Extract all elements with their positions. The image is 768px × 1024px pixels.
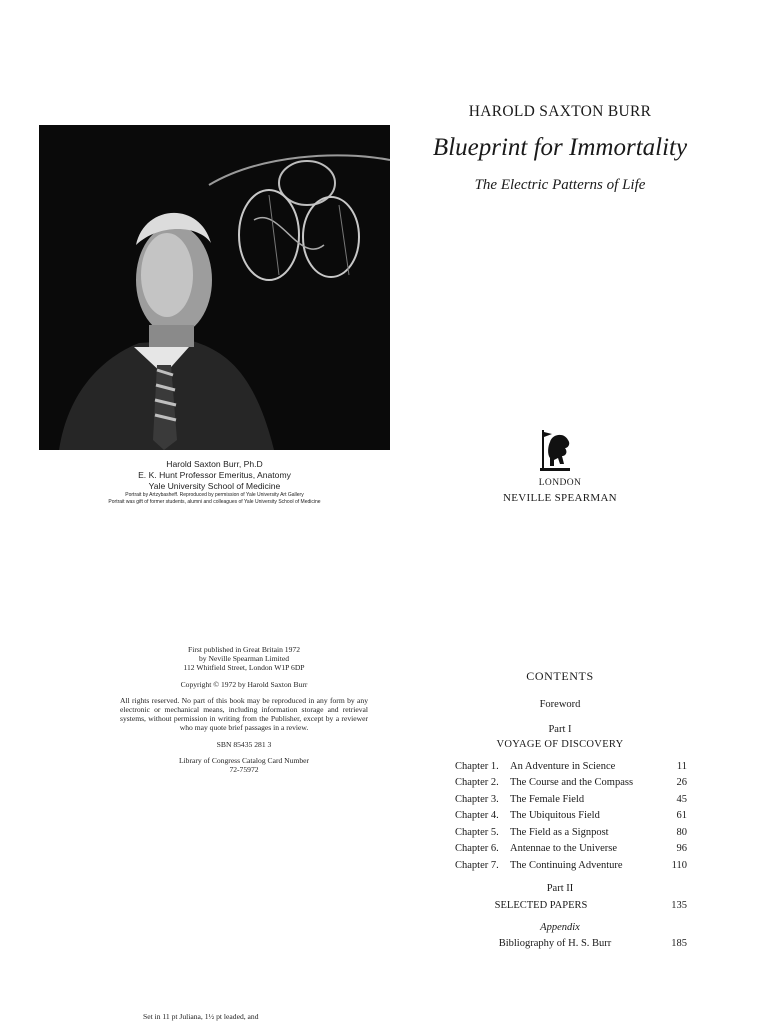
chapter-title: The Course and the Compass bbox=[510, 777, 634, 788]
toc-bibliography[interactable] bbox=[455, 938, 687, 952]
portrait-caption bbox=[39, 458, 390, 506]
chapter-page: 26 bbox=[676, 777, 687, 788]
caption-credit-1: Portrait by Artzybasheff. Reproduced by permission of Yale University Art Gallery bbox=[125, 492, 304, 498]
caption-institution: Yale University School of Medicine bbox=[148, 481, 281, 491]
chapter-title: Antennae to the Universe bbox=[510, 843, 618, 854]
chapter-page: 45 bbox=[676, 794, 687, 805]
publication-line-3: 112 Whitfield Street, London W1P 6DP bbox=[183, 663, 305, 673]
publisher-city: LONDON bbox=[538, 478, 582, 488]
toc-foreword[interactable]: Foreword bbox=[539, 699, 581, 710]
toc-chapter-6[interactable] bbox=[455, 843, 687, 857]
chapter-label: Chapter 1. bbox=[455, 761, 499, 772]
part-2-page: 135 bbox=[671, 900, 687, 911]
loc-number: 72-75972 bbox=[229, 765, 259, 775]
chapter-page: 110 bbox=[671, 860, 687, 871]
chapter-label: Chapter 3. bbox=[455, 794, 499, 805]
chapter-title: An Adventure in Science bbox=[510, 761, 616, 772]
chapter-label: Chapter 5. bbox=[455, 827, 499, 838]
toc-selected-papers[interactable] bbox=[455, 900, 687, 914]
chapter-title: The Ubiquitous Field bbox=[510, 810, 600, 821]
publisher-name: NEVILLE SPEARMAN bbox=[503, 492, 617, 504]
chapter-page: 11 bbox=[676, 761, 687, 772]
chapter-title: The Field as a Signpost bbox=[510, 827, 609, 838]
caption-title: E. K. Hunt Professor Emeritus, Anatomy bbox=[138, 470, 291, 480]
loc-label: Library of Congress Catalog Card Number bbox=[178, 755, 310, 765]
chapter-label: Chapter 4. bbox=[455, 810, 499, 821]
chapter-title: The Continuing Adventure bbox=[510, 860, 623, 871]
caption-credit-2: Portrait was gift of former students, alumni and colleagues of Yale University School of Medicine bbox=[108, 499, 321, 505]
bibliography-title: Bibliography of H. S. Burr bbox=[498, 938, 612, 949]
sbn-number: SBN 85435 281 3 bbox=[216, 739, 272, 749]
bibliography-page: 185 bbox=[671, 938, 687, 949]
publication-line-2: by Neville Spearman Limited bbox=[198, 654, 290, 664]
book-subtitle: The Electric Patterns of Life bbox=[474, 177, 646, 193]
author-name: HAROLD SAXTON BURR bbox=[468, 103, 652, 120]
chapter-label: Chapter 6. bbox=[455, 843, 499, 854]
part-1-label: Part I bbox=[548, 724, 572, 735]
chapter-label: Chapter 2. bbox=[455, 777, 499, 788]
appendix-label: Appendix bbox=[540, 922, 580, 933]
chapter-page: 61 bbox=[676, 810, 687, 821]
publisher-lion-logo bbox=[538, 428, 574, 472]
chapter-title: The Female Field bbox=[510, 794, 585, 805]
toc-chapter-3[interactable] bbox=[455, 794, 687, 808]
toc-chapter-4[interactable] bbox=[455, 810, 687, 824]
toc-chapter-1[interactable] bbox=[455, 761, 687, 775]
portrait-image bbox=[39, 125, 390, 450]
toc-chapter-2[interactable] bbox=[455, 777, 687, 791]
toc-chapter-7[interactable] bbox=[455, 860, 687, 874]
typesetting-note: Set in 11 pt Juliana, 1½ pt leaded, and bbox=[143, 1012, 259, 1021]
colophon bbox=[120, 645, 368, 774]
chapter-label: Chapter 7. bbox=[455, 860, 499, 871]
author-portrait bbox=[39, 125, 390, 450]
lion-icon bbox=[538, 428, 574, 472]
part-2-label: Part II bbox=[546, 883, 574, 894]
part-1-title: VOYAGE OF DISCOVERY bbox=[496, 739, 624, 750]
publication-line-1: First published in Great Britain 1972 bbox=[188, 645, 300, 654]
contents-heading: CONTENTS bbox=[526, 669, 594, 683]
chapter-page: 96 bbox=[676, 843, 687, 854]
caption-name: Harold Saxton Burr, Ph.D bbox=[166, 459, 263, 469]
part-2-title: SELECTED PAPERS bbox=[494, 900, 588, 911]
copyright-line: Copyright © 1972 by Harold Saxton Burr bbox=[180, 679, 308, 689]
rights-notice: All rights reserved. No part of this book may be reproduced in any form by any electronic or mechanical means, including information storage and retrieval systems, without permission in writing from the Publisher, except by a reviewer who may quote brief passages in a review. bbox=[120, 695, 368, 733]
book-title: Blueprint for Immortality bbox=[432, 134, 688, 161]
chapter-page: 80 bbox=[676, 827, 687, 838]
toc-chapter-5[interactable] bbox=[455, 827, 687, 841]
